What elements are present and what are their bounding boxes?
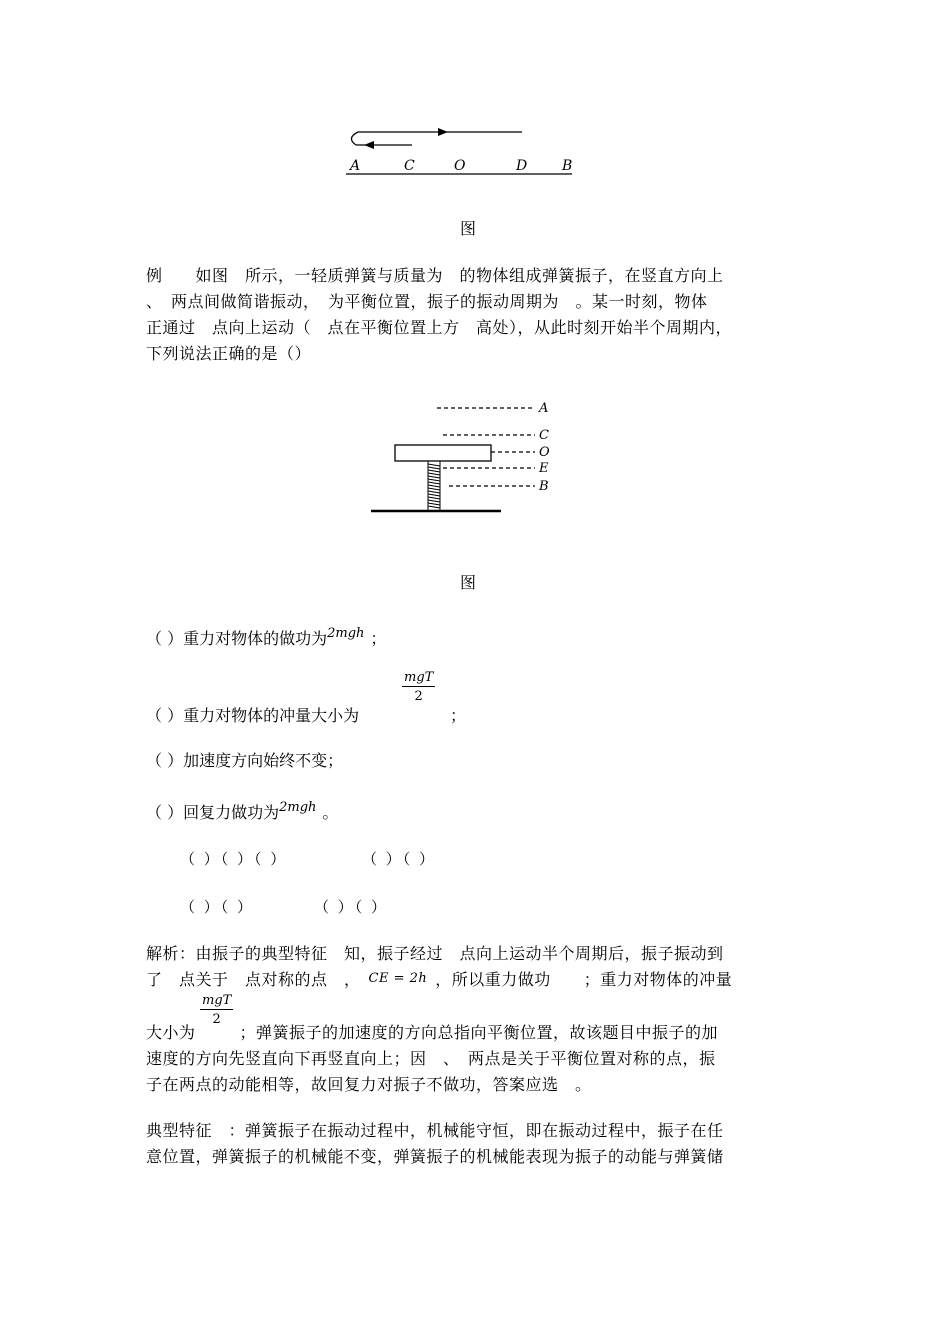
example-line-1: 例 如图 所示，一轻质弹簧与质量为 的物体组成弹簧振子，在竖直方向上 [146,266,724,285]
statement-2-numerator: mgT [404,670,434,685]
statement-1-suffix: ； [370,629,387,648]
feature-line-1: 典型特征 ：弹簧振子在振动过程中，机械能守恒，即在振动过程中，振子在任 [146,1121,724,1140]
analysis-line-2b: ，所以重力做功 ；重力对物体的冲量 [435,970,733,989]
statement-4 [146,800,338,823]
statement-1-text: （ ）重力对物体的做功为 [146,629,328,648]
fig1-label-c: C [404,158,415,174]
statement-4-suffix: 。 [322,803,339,822]
analysis-line-3 [146,1020,816,1046]
statement-3: （ ）加速度方向始终不变； [146,751,344,770]
example-line-3: 正通过 点向上运动（ 点在平衡位置上方 高处），从此时刻开始半个周期内， [146,318,733,337]
fig1-label-a: A [350,158,361,174]
analysis-line-2a: 了 点关于 点对称的点 ， [146,970,361,989]
analysis-math-ce: CE = 2h [368,971,428,986]
statement-2-denominator: 2 [414,689,423,704]
figure-2-caption: 图 [460,573,477,592]
statement-2-suffix: ； [450,706,467,725]
figure-1-diagram [340,118,585,178]
statement-4-math: 2mgh [279,800,317,815]
fig1-label-d: D [516,158,528,174]
option-row-1a: （ ）（ ）（ ） [180,850,288,868]
fig1-label-b: B [562,158,573,174]
option-row-2a: （ ）（ ） [180,898,255,916]
statement-1-math: 2mgh [327,626,365,641]
statement-2 [146,703,359,726]
feature-line-2: 意位置，弹簧振子的机械能不变，弹簧振子的机械能表现为振子的动能与弹簧储 [146,1147,724,1166]
fig2-label-e: E [539,461,549,476]
analysis-line-3b: ；弹簧振子的加速度的方向总指向平衡位置，故该题目中振子的加 [239,1023,719,1042]
analysis-denominator: 2 [212,1012,221,1027]
analysis-line-4: 速度的方向先竖直向下再竖直向上；因 、 两点是关于平衡位置对称的点，振 [146,1049,716,1068]
analysis-line-3a: 大小为 [146,1023,196,1042]
statement-4-text: （ ）回复力做功为 [146,803,280,822]
example-line-2: 、 两点间做简谐振动， 为平衡位置，振子的振动周期为 。某一时刻，物体 [146,292,708,311]
option-row-1b: （ ）（ ） [362,850,437,868]
fig1-label-o: O [454,158,466,174]
analysis-line-5: 子在两点的动能相等，故回复力对振子不做功，答案应选 。 [146,1075,592,1094]
statement-1 [146,626,386,649]
analysis-line-2 [146,967,816,995]
fig2-label-a: A [539,401,549,416]
statement-2-text: （ ）重力对物体的冲量大小为 [146,706,360,725]
analysis-line-1: 解析：由振子的典型特征 知，振子经过 点向上运动半个周期后，振子振动到 [146,944,724,963]
figure-1-caption: 图 [460,219,477,238]
analysis-numerator: mgT [202,993,232,1008]
fig2-label-b: B [539,479,549,494]
fig2-label-c: C [539,428,549,443]
option-row-2b: （ ）（ ） [314,898,389,916]
spring-coil [428,461,440,511]
example-line-4: 下列说法正确的是（） [146,344,312,363]
figure-2-diagram [365,395,565,520]
statement-2-fraction [402,670,435,704]
fig2-label-o: O [539,445,550,460]
